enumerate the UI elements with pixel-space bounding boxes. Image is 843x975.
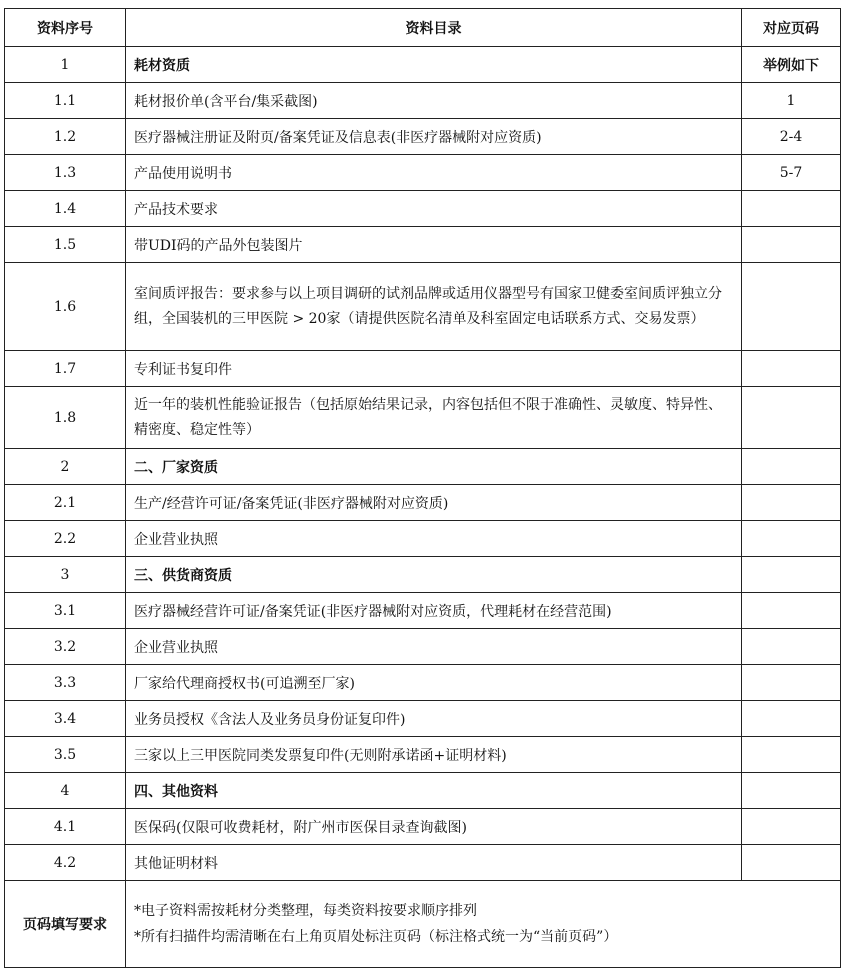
row-index: 4	[5, 773, 126, 809]
table-row	[5, 83, 841, 119]
row-text: 三、供货商资质	[126, 557, 742, 593]
row-index: 3	[5, 557, 126, 593]
table-row	[5, 351, 841, 387]
section-row	[5, 449, 841, 485]
qualification-catalog-table	[4, 8, 841, 968]
row-index: 1.1	[5, 83, 126, 119]
header-page: 对应页码	[742, 9, 841, 47]
row-page	[742, 387, 841, 449]
row-page	[742, 227, 841, 263]
table-row	[5, 521, 841, 557]
row-page	[742, 773, 841, 809]
row-page	[742, 665, 841, 701]
row-index: 1.6	[5, 263, 126, 351]
row-text: 室间质评报告：要求参与以上项目调研的试剂品牌或适用仪器型号有国家卫健委室间质评独立分组，全国装机的三甲医院 > 20家（请提供医院名清单及科室固定电话联系方式、交易发票）	[126, 263, 742, 351]
table-row	[5, 227, 841, 263]
row-index: 3.5	[5, 737, 126, 773]
table-row	[5, 701, 841, 737]
row-index: 3.2	[5, 629, 126, 665]
table-row	[5, 665, 841, 701]
row-page	[742, 845, 841, 881]
row-index: 2.2	[5, 521, 126, 557]
table-row	[5, 263, 841, 351]
row-page	[742, 809, 841, 845]
requirements-title: 页码填写要求	[5, 881, 126, 968]
row-index: 1.8	[5, 387, 126, 449]
header-catalog: 资料目录	[126, 9, 742, 47]
row-page	[742, 351, 841, 387]
row-index: 3.1	[5, 593, 126, 629]
row-text: 耗材报价单(含平台/集采截图)	[126, 83, 742, 119]
row-index: 4.1	[5, 809, 126, 845]
requirements-content	[126, 881, 841, 968]
table-row	[5, 155, 841, 191]
row-text: 专利证书复印件	[126, 351, 742, 387]
section-row	[5, 557, 841, 593]
row-text: 产品技术要求	[126, 191, 742, 227]
row-text: 厂家给代理商授权书(可追溯至厂家)	[126, 665, 742, 701]
row-text: 四、其他资料	[126, 773, 742, 809]
row-index: 1.7	[5, 351, 126, 387]
row-page	[742, 485, 841, 521]
row-text: 医疗器械注册证及附页/备案凭证及信息表(非医疗器械附对应资质)	[126, 119, 742, 155]
row-text: 企业营业执照	[126, 629, 742, 665]
row-text: 医疗器械经营许可证/备案凭证(非医疗器械附对应资质，代理耗材在经营范围)	[126, 593, 742, 629]
row-text: 带UDI码的产品外包装图片	[126, 227, 742, 263]
row-page	[742, 263, 841, 351]
table-row	[5, 593, 841, 629]
row-index: 2	[5, 449, 126, 485]
row-index: 1.3	[5, 155, 126, 191]
requirement-line: *所有扫描件均需清晰在右上角页眉处标注页码（标注格式统一为“当前页码”）	[134, 929, 618, 945]
row-text: 其他证明材料	[126, 845, 742, 881]
row-index: 4.2	[5, 845, 126, 881]
section-row	[5, 773, 841, 809]
row-page: 举例如下	[742, 47, 841, 83]
row-page: 2-4	[742, 119, 841, 155]
table-row	[5, 845, 841, 881]
row-index: 3.3	[5, 665, 126, 701]
row-text: 生产/经营许可证/备案凭证(非医疗器械附对应资质)	[126, 485, 742, 521]
row-page	[742, 521, 841, 557]
row-page	[742, 449, 841, 485]
table-row	[5, 191, 841, 227]
row-page: 5-7	[742, 155, 841, 191]
row-page	[742, 593, 841, 629]
row-text: 企业营业执照	[126, 521, 742, 557]
table-row	[5, 737, 841, 773]
table-row	[5, 485, 841, 521]
row-text: 三家以上三甲医院同类发票复印件(无则附承诺函+证明材料)	[126, 737, 742, 773]
row-text: 近一年的装机性能验证报告（包括原始结果记录，内容包括但不限于准确性、灵敏度、特异性、精密度、稳定性等）	[126, 387, 742, 449]
row-page	[742, 557, 841, 593]
table-row	[5, 809, 841, 845]
row-page	[742, 629, 841, 665]
row-text: 产品使用说明书	[126, 155, 742, 191]
table-row	[5, 119, 841, 155]
table-row	[5, 629, 841, 665]
row-text: 耗材资质	[126, 47, 742, 83]
header-index: 资料序号	[5, 9, 126, 47]
row-text: 业务员授权《含法人及业务员身份证复印件)	[126, 701, 742, 737]
table-header	[5, 9, 841, 47]
table-row	[5, 47, 841, 83]
row-page	[742, 191, 841, 227]
row-index: 1.2	[5, 119, 126, 155]
table-row	[5, 387, 841, 449]
row-page: 1	[742, 83, 841, 119]
row-text: 二、厂家资质	[126, 449, 742, 485]
requirement-line: *电子资料需按耗材分类整理，每类资料按要求顺序排列	[134, 903, 477, 919]
row-index: 1.4	[5, 191, 126, 227]
row-index: 1.5	[5, 227, 126, 263]
row-index: 2.1	[5, 485, 126, 521]
row-page	[742, 737, 841, 773]
requirements-row	[5, 881, 841, 968]
row-index: 3.4	[5, 701, 126, 737]
row-text: 医保码(仅限可收费耗材，附广州市医保目录查询截图)	[126, 809, 742, 845]
row-index: 1	[5, 47, 126, 83]
row-page	[742, 701, 841, 737]
